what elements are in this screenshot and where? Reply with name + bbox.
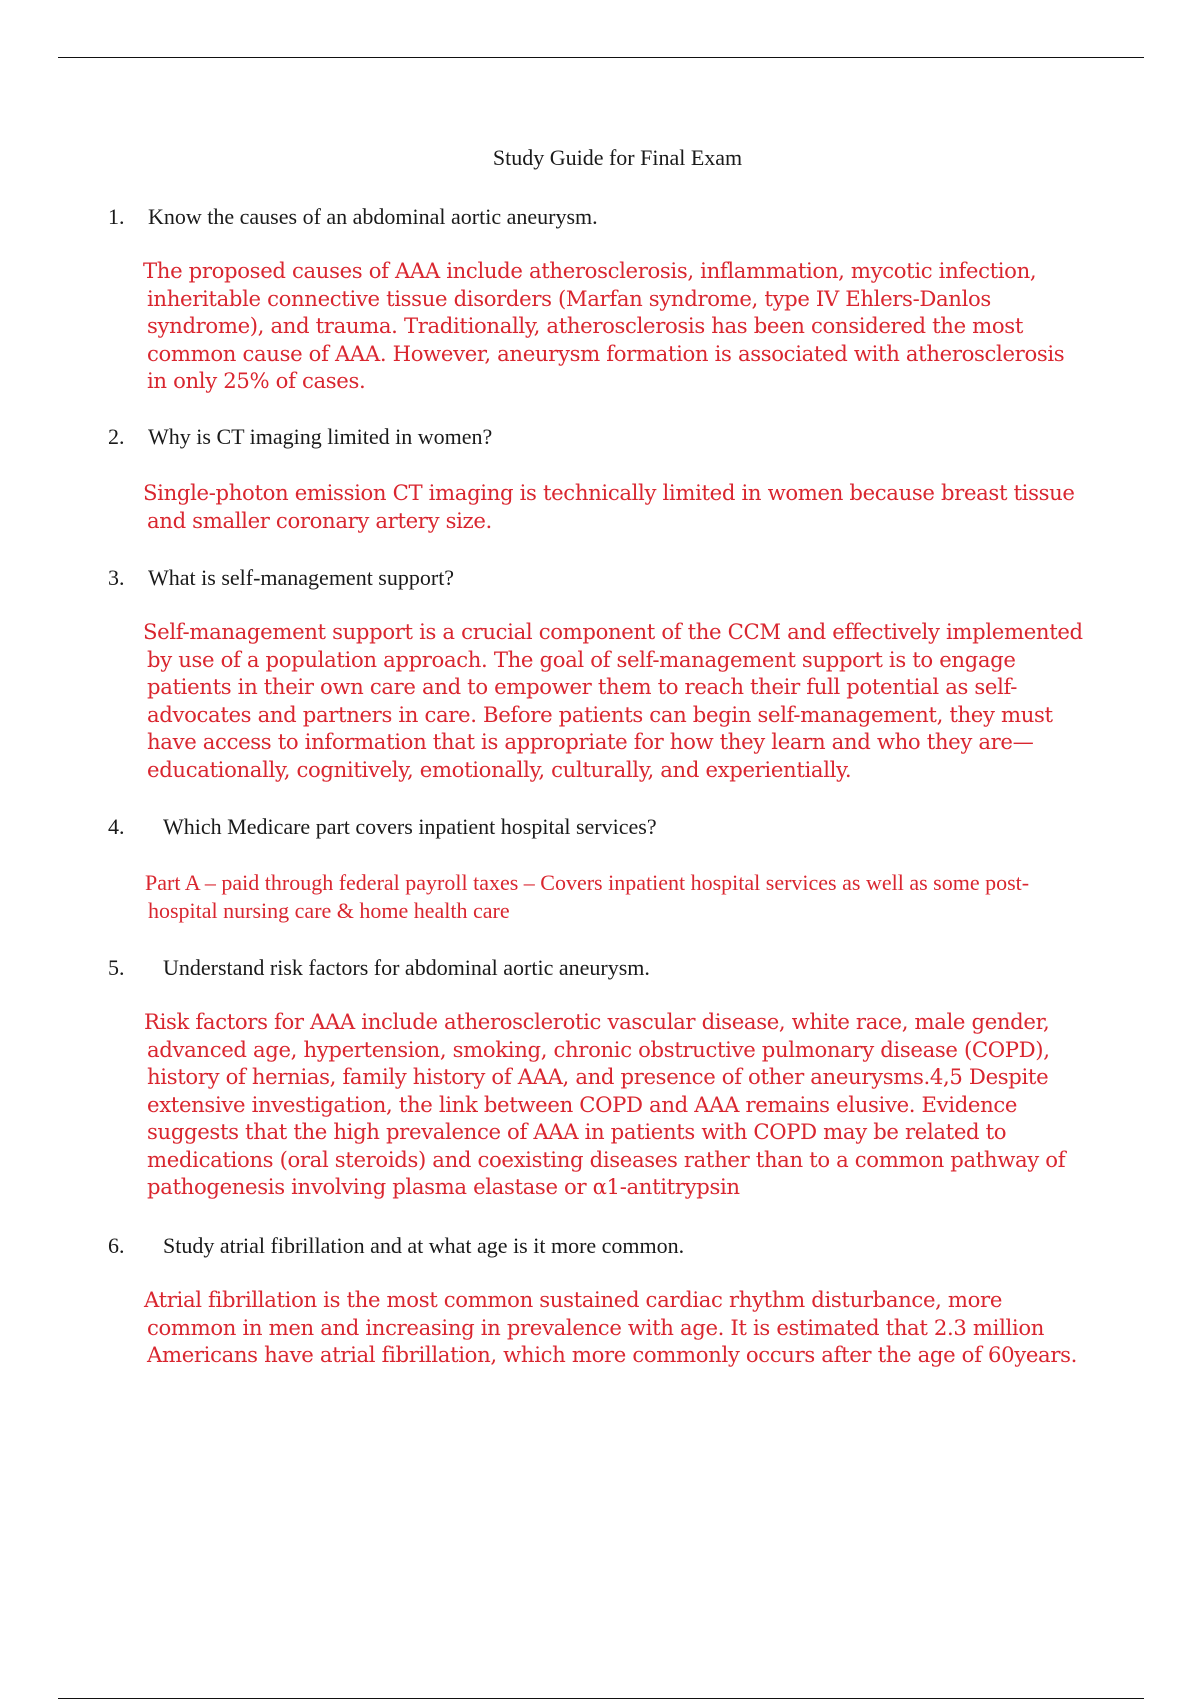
question-6 — [108, 1232, 684, 1260]
answer-text: Atrial fibrillation is the most common sustained cardiac rhythm disturbance, more common in men and increasing in prevalence with age. It is estimated that 2.3 million Americans have atrial fibrillation, which more commonly occurs after the age of 60years. — [144, 1287, 1078, 1367]
question-text: Which Medicare part covers inpatient hospital services? — [163, 814, 657, 839]
question-number: 5. — [108, 955, 125, 980]
question-5 — [108, 954, 650, 982]
question-number: 4. — [108, 814, 125, 839]
answer-4 — [145, 869, 1083, 925]
question-number: 2. — [108, 424, 125, 449]
answer-text: Part A – paid through federal payroll taxes – Covers inpatient hospital services as well as some post-hospital nursing care & home health care — [145, 870, 1030, 923]
question-text: Why is CT imaging limited in women? — [148, 424, 493, 449]
question-text: Understand risk factors for abdominal aortic aneurysm. — [163, 955, 650, 980]
answer-1 — [143, 257, 1087, 395]
question-text: Know the causes of an abdominal aortic aneurysm. — [148, 204, 598, 229]
question-3 — [108, 564, 454, 592]
answer-3 — [143, 618, 1087, 783]
answer-text: The proposed causes of AAA include atherosclerosis, inflammation, mycotic infection, inheritable connective tissue disorders (Marfan syndrome, type IV Ehlers-Danlos syndrome), and trauma. Traditionally, atherosclerosis has been considered the most common cause of AAA. However, aneurysm formation is associated with atherosclerosis in only 25% of cases. — [143, 258, 1065, 393]
question-text: What is self-management support? — [148, 565, 455, 590]
answer-text: Risk factors for AAA include atherosclerotic vascular disease, white race, male gender, advanced age, hypertension, smoking, chronic obstructive pulmonary disease (COPD), history of hernias, family history of AAA, and presence of other aneurysms.4,5 Despite extensive investigation, the link between COPD and AAA remains elusive. Evidence suggests that the high prevalence of AAA in patients with COPD may be related to medications (oral steroids) and coexisting diseases rather than to a common pathway of pathogenesis involving plasma elastase or α1-antitrypsin — [144, 1009, 1066, 1199]
answer-5 — [144, 1008, 1082, 1201]
bottom-rule — [58, 1698, 1144, 1699]
answer-text: Self-management support is a crucial component of the CCM and effectively implemented by use of a population approach. The goal of self-management support is to engage patients in their own care and to empower them to reach their full potential as self-advocates and partners in care. Before patients can begin self-management, they must have access to information that is appropriate for how they learn and who they are—educationally, cognitively, emotionally, culturally, and experientially. — [143, 619, 1083, 782]
top-rule — [58, 57, 1144, 58]
answer-text: Single-photon emission CT imaging is technically limited in women because breast tissue and smaller coronary artery size. — [143, 480, 1075, 533]
question-4 — [108, 813, 657, 841]
answer-6 — [144, 1286, 1082, 1369]
question-text: Study atrial fibrillation and at what age is it more common. — [163, 1233, 685, 1258]
question-2 — [108, 423, 492, 451]
answer-2 — [143, 479, 1087, 534]
question-number: 1. — [108, 204, 125, 229]
question-number: 3. — [108, 565, 125, 590]
document-title: Study Guide for Final Exam — [492, 145, 743, 170]
question-1 — [108, 203, 598, 231]
question-number: 6. — [108, 1233, 125, 1258]
